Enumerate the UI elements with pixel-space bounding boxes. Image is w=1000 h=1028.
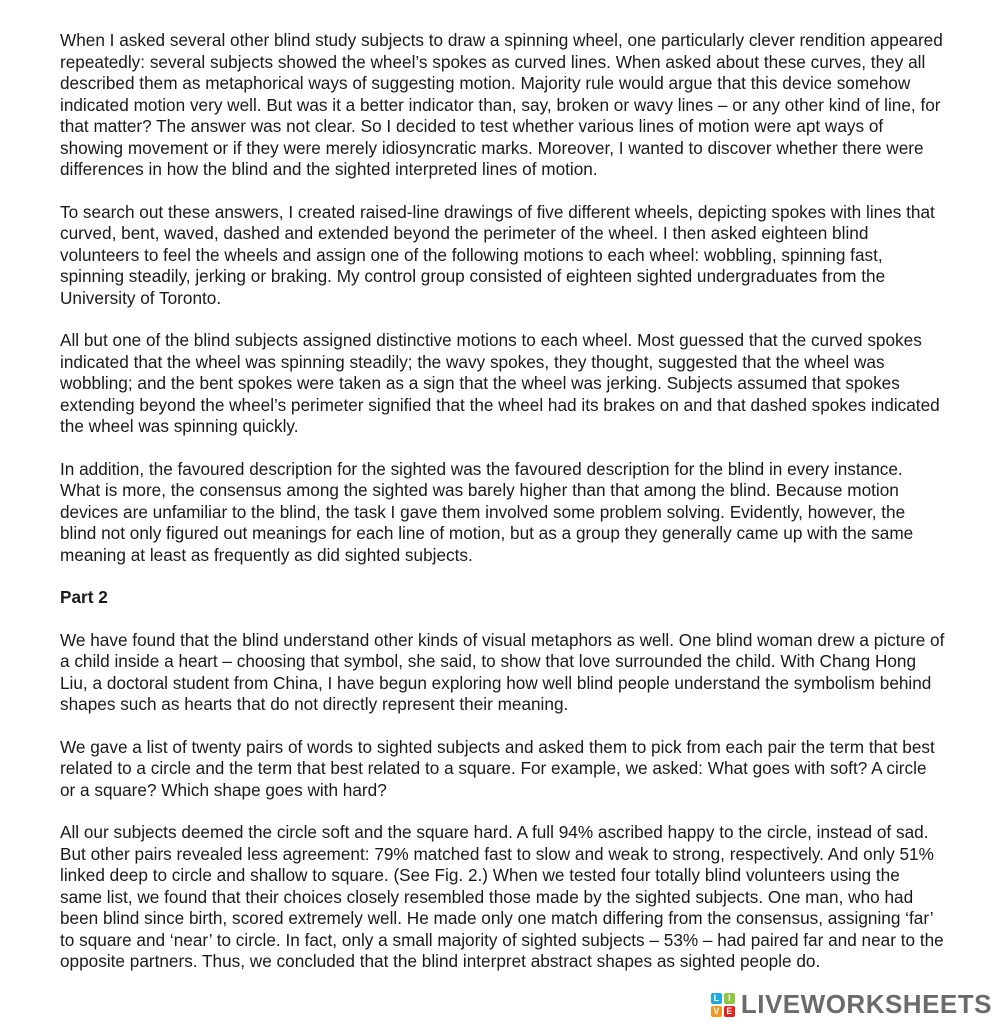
section-heading-part-2: Part 2 bbox=[60, 587, 108, 607]
paragraph: All but one of the blind subjects assigned distinctive motions to each wheel. Most guessed that the curved spokes indicated that the wheel was spinning steadily; the wavy spokes, they thought, suggested that the wheel was wobbling; and the bent spokes were taken as a sign that the wheel was jerking. Subjects assumed that spokes extending beyond the wheel’s perimeter signified that the wheel had its brakes on and that dashed spokes indicated the wheel was spinning quickly. bbox=[60, 330, 940, 436]
article-body bbox=[60, 30, 945, 994]
logo-cell: E bbox=[724, 1006, 735, 1017]
paragraph: To search out these answers, I created raised-line drawings of five different wheels, depicting spokes with lines that curved, bent, waved, dashed and extended beyond the perimeter of the wheel. I then asked eighteen blind volunteers to feel the wheels and assign one of the following motions to each wheel: wobbling, spinning fast, spinning steadily, jerking or braking. My control group consisted of eighteen sighted undergraduates from the University of Toronto. bbox=[60, 201, 935, 308]
logo-cell: L bbox=[711, 993, 722, 1004]
liveworksheets-watermark bbox=[711, 989, 992, 1020]
paragraph: All our subjects deemed the circle soft and the square hard. A full 94% ascribed happy to the circle, instead of sad. But other pairs revealed less agreement: 79% matched fast to slow and weak to strong, respectively. And only 51% linked deep to circle and shallow to square. (See Fig. 2.) When we tested four totally blind volunteers using the same list, we found that their choices closely resembled those made by the sighted subjects. One man, who had been blind since birth, scored extremely well. He made only one match differing from the consensus, assigning ‘far’ to square and ‘near’ to circle. In fact, only a small majority of sighted subjects – 53% – had paired far and near to the opposite partners. Thus, we concluded that the blind interpret abstract shapes as sighted people do. bbox=[60, 822, 944, 971]
paragraph: We gave a list of twenty pairs of words to sighted subjects and asked them to pick from each pair the term that best related to a circle and the term that best related to a square. For example, we asked: What goes with soft? A circle or a square? Which shape goes with hard? bbox=[60, 736, 935, 800]
brand-text: LIVEWORKSHEETS bbox=[740, 989, 992, 1019]
paragraph: We have found that the blind understand other kinds of visual metaphors as well. One blind woman drew a picture of a child inside a heart – choosing that symbol, she said, to show that love surrounded the child. With Chang Hong Liu, a doctoral student from China, I have begun exploring how well blind people understand the symbolism behind shapes such as hearts that do not directly represent their meaning. bbox=[60, 629, 945, 714]
logo-cell: V bbox=[711, 1006, 722, 1017]
logo-cell: I bbox=[724, 993, 735, 1004]
paragraph: In addition, the favoured description for the sighted was the favoured description for the blind in every instance. What is more, the consensus among the sighted was barely higher than that among the blind. Because motion devices are unfamiliar to the blind, the task I gave them involved some problem solving. Evidently, however, the blind not only figured out meanings for each line of motion, but as a group they generally came up with the same meaning at least as frequently as did sighted subjects. bbox=[60, 458, 914, 565]
liveworksheets-logo-icon bbox=[711, 993, 735, 1017]
paragraph: When I asked several other blind study subjects to draw a spinning wheel, one particularly clever rendition appeared repeatedly: several subjects showed the wheel’s spokes as curved lines. When asked about these curves, they all described them as metaphorical ways of suggesting motion. Majority rule would argue that this device somehow indicated motion very well. But was it a better indicator than, say, broken or wavy lines – or any other kind of line, for that matter? The answer was not clear. So I decided to test whether various lines of motion were apt ways of showing movement or if they were merely idiosyncratic marks. Moreover, I wanted to discover whether there were differences in how the blind and the sighted interpreted lines of motion. bbox=[60, 30, 943, 179]
